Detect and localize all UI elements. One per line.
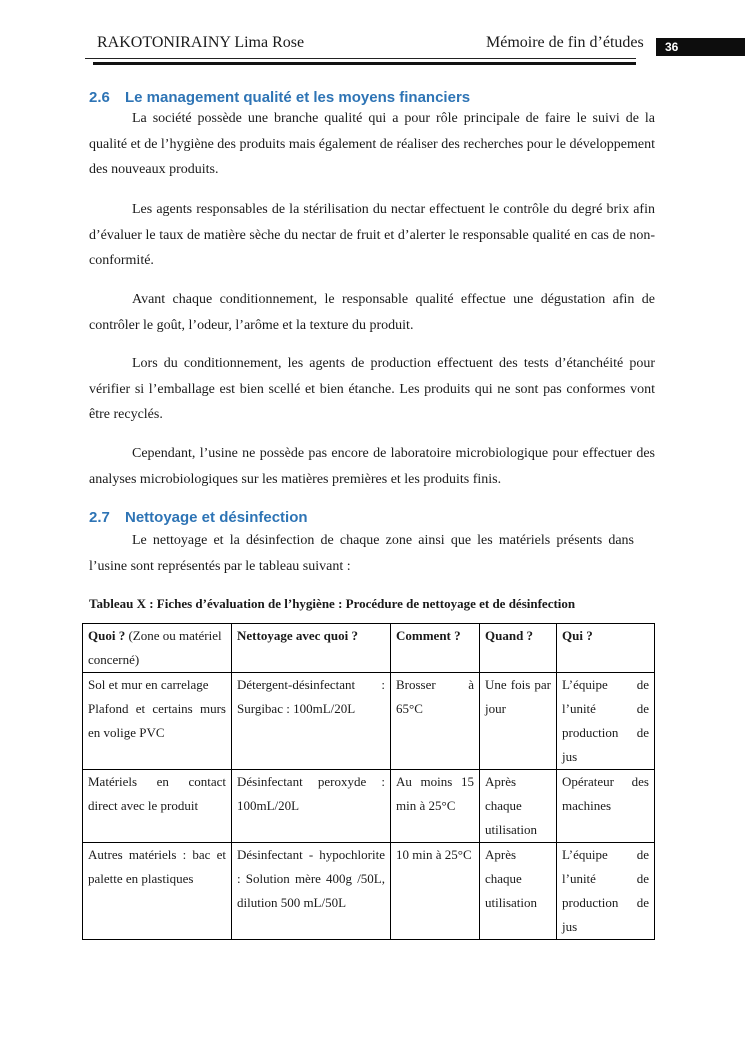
table-caption: Tableau X : Fiches d’évaluation de l’hygiène : Procédure de nettoyage et de désinfection: [89, 596, 576, 611]
paragraph-tasting: Avant chaque conditionnement, le responsable qualité effectue une dégustation afin de contrôler le goût, l’odeur, l’arôme et la texture du produit.: [89, 292, 655, 333]
header-comment: Comment ?: [391, 624, 480, 673]
page-number: 36: [656, 38, 745, 56]
header-quoi: [83, 624, 232, 673]
cell-comment: 10 min à 25°C: [391, 843, 480, 940]
paragraph-no-laboratory: Cependant, l’usine ne possède pas encore de laboratoire microbiologique pour effectuer des analyses microbiologiques sur les matières premières et les produits finis.: [89, 446, 655, 487]
section-2-6-title: Le management qualité et les moyens financiers: [125, 89, 471, 106]
table-header-row: [83, 624, 655, 673]
cell-qui: Opérateur des machines: [557, 770, 655, 843]
cell-quoi: Matériels en contact direct avec le produit: [83, 770, 232, 843]
cell-comment: Au moins 15 min à 25°C: [391, 770, 480, 843]
cell-nettoyage: Détergent-désinfectant : Surgibac : 100mL/20L: [232, 673, 391, 770]
paragraph-sealing-tests: Lors du conditionnement, les agents de production effectuent des tests d’étanchéité pour vérifier si l’emballage est bien scellé et bien étanche. Les produits qui ne sont pas conformes vont être recyclés.: [89, 356, 655, 422]
header-rule-thin: [85, 58, 636, 59]
cell-quand: Une fois par jour: [480, 673, 557, 770]
table-row: [83, 673, 655, 770]
header-quoi-bold: Quoi ?: [88, 628, 126, 643]
header-quand: Quand ?: [480, 624, 557, 673]
cell-qui: L’équipe de l’unité de production de jus: [557, 673, 655, 770]
paragraph-quality-branch: La société possède une branche qualité qui a pour rôle principale de faire le suivi de la qualité et de l’hygiène des produits mais également de réaliser des recherches pour le développement des nouveaux produits.: [89, 111, 656, 177]
section-2-7-number: 2.7: [89, 509, 110, 526]
section-2-6-heading: [89, 89, 470, 106]
cell-quand: Après chaque utilisation: [480, 770, 557, 843]
header-nettoyage: Nettoyage avec quoi ?: [232, 624, 391, 673]
header-qui: Qui ?: [557, 624, 655, 673]
section-2-6-number: 2.6: [89, 89, 110, 106]
header-document-type: Mémoire de fin d’études: [486, 34, 644, 51]
header-quoi-detail: (Zone ou matériel concerné): [88, 628, 222, 667]
cell-quoi: Autres matériels : bac et palette en plastiques: [83, 843, 232, 940]
table-row: [83, 770, 655, 843]
header-rule-thick: [93, 62, 636, 65]
cell-quoi: Sol et mur en carrelage Plafond et certains murs en volige PVC: [83, 673, 232, 770]
section-2-7-title: Nettoyage et désinfection: [125, 509, 308, 526]
paragraph-brix-control: Les agents responsables de la stérilisation du nectar effectuent le contrôle du degré brix afin d’évaluer le taux de matière sèche du nectar de fruit et d’alerter le responsable qualité en cas de non-conformité.: [89, 202, 655, 268]
cell-comment: Brosser à 65°C: [391, 673, 480, 770]
cell-nettoyage: Désinfectant - hypochlorite : Solution mère 400g /50L, dilution 500 mL/50L: [232, 843, 391, 940]
cell-quand: Après chaque utilisation: [480, 843, 557, 940]
table-row: [83, 843, 655, 940]
paragraph-cleaning-intro: Le nettoyage et la désinfection de chaque zone ainsi que les matériels présents dans l’usine sont représentés par le tableau suivant :: [89, 533, 634, 574]
cell-nettoyage: Désinfectant peroxyde : 100mL/20L: [232, 770, 391, 843]
cell-qui: L’équipe de l’unité de production de jus: [557, 843, 655, 940]
section-2-7-heading: [89, 509, 308, 526]
header-author: RAKOTONIRAINY Lima Rose: [97, 34, 305, 51]
hygiene-table: [82, 623, 655, 940]
